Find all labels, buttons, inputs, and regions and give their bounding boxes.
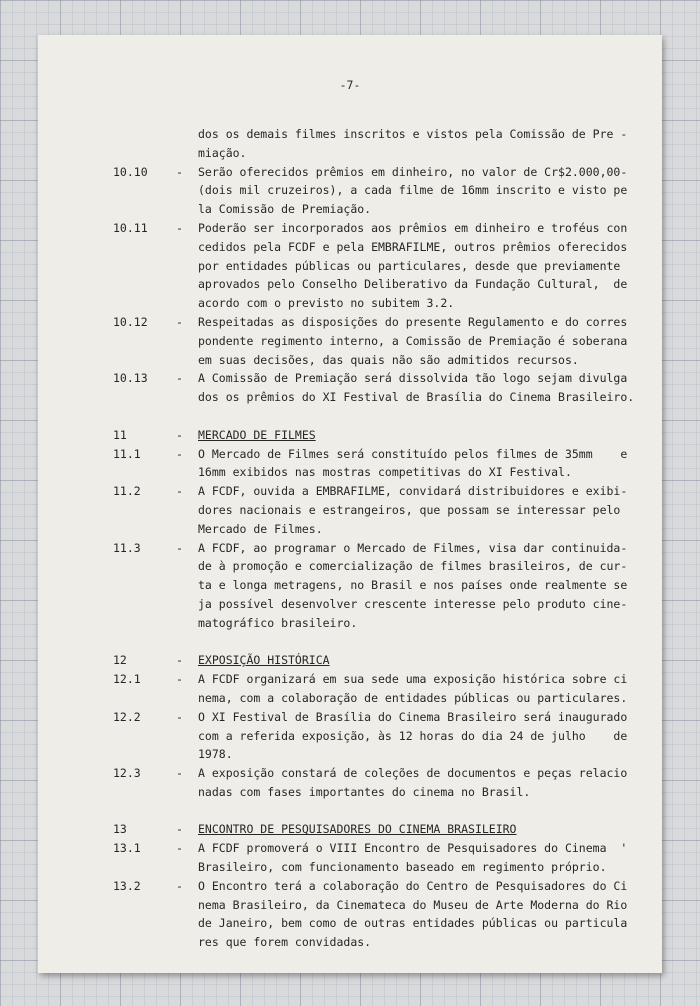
clause-dash: - xyxy=(176,371,183,386)
clause-item xyxy=(113,313,653,369)
clause-item xyxy=(113,539,653,633)
text-line: acordo com o previsto no subitem 3.2. xyxy=(198,296,455,311)
text-line: cedidos pela FCDF e pela EMBRAFILME, outros prêmios oferecidos xyxy=(198,239,628,254)
text-line: miação. xyxy=(198,145,247,160)
text-line: nema Brasileiro, da Cinemateca do Museu de Arte Moderna do Rio xyxy=(198,897,628,912)
text-line: de à promoção e comercialização de filmes brasileiros, de cur- xyxy=(198,559,628,574)
clause-number: 10.11 xyxy=(113,220,148,235)
text-line: ja possível desenvolver crescente interesse pelo produto cine- xyxy=(198,596,628,611)
heading-title: MERCADO DE FILMES xyxy=(198,427,316,442)
text-line: 16mm exibidos nas mostras competitivas do XI Festival. xyxy=(198,465,572,480)
clause-number: 11.3 xyxy=(113,540,141,555)
clause-dash: - xyxy=(176,672,183,687)
heading-title: ENCONTRO DE PESQUISADORES DO CINEMA BRASILEIRO xyxy=(198,822,517,837)
clause-item xyxy=(113,877,653,952)
clause-item xyxy=(113,482,653,538)
section-heading xyxy=(113,820,653,839)
clause-dash: - xyxy=(176,314,183,329)
clause-dash: - xyxy=(176,484,183,499)
heading-title: EXPOSIÇÃO HISTÓRICA xyxy=(198,653,330,668)
clause-number: 10.12 xyxy=(113,314,148,329)
text-line: de Janeiro, bem como de outras entidades públicas ou particula xyxy=(198,916,628,931)
clause-number: 13.1 xyxy=(113,841,141,856)
clause-text xyxy=(198,670,653,708)
clause-dash: - xyxy=(176,164,183,179)
text-line: em suas decisões, das quais não são admitidos recursos. xyxy=(198,352,579,367)
clause-item xyxy=(113,445,653,483)
text-line: la Comissão de Premiação. xyxy=(198,202,372,217)
text-line: Poderão ser incorporados aos prêmios em dinheiro e troféus con xyxy=(198,220,628,235)
text-line: O XI Festival de Brasília do Cinema Brasileiro será inaugurado xyxy=(198,709,628,724)
clause-number: 13 xyxy=(113,822,127,837)
clause-item xyxy=(113,670,653,708)
clause-number: 12 xyxy=(113,653,127,668)
text-line: Serão oferecidos prêmios em dinheiro, no valor de Cr$2.000,00- xyxy=(198,164,628,179)
section-gap xyxy=(113,802,653,821)
clause-number: 12.2 xyxy=(113,709,141,724)
clause-text xyxy=(198,651,653,670)
clause-number: 11.2 xyxy=(113,484,141,499)
document-body xyxy=(113,125,653,952)
clause-dash: - xyxy=(176,841,183,856)
clause-text xyxy=(198,125,653,163)
clause-item xyxy=(113,163,653,219)
section-heading xyxy=(113,651,653,670)
text-line: res que forem convidadas. xyxy=(198,935,372,950)
text-line: Mercado de Filmes. xyxy=(198,521,323,536)
clause-dash: - xyxy=(176,427,183,442)
clause-item xyxy=(113,839,653,877)
clause-text xyxy=(198,426,653,445)
text-line: matográfico brasileiro. xyxy=(198,615,358,630)
text-line: Brasileiro, com funcionamento baseado em regimento próprio. xyxy=(198,860,607,875)
text-line: A FCDF promoverá o VIII Encontro de Pesquisadores do Cinema ' xyxy=(198,841,628,856)
clause-text xyxy=(198,445,653,483)
clause-text xyxy=(198,482,653,538)
clause-text xyxy=(198,764,653,802)
clause-text xyxy=(198,219,653,313)
clause-text xyxy=(198,708,653,764)
section-heading xyxy=(113,426,653,445)
text-line: A FCDF, ao programar o Mercado de Filmes, visa dar continuida- xyxy=(198,540,628,555)
clause-dash: - xyxy=(176,653,183,668)
clause-item xyxy=(113,369,653,407)
clause-number: 12.1 xyxy=(113,672,141,687)
clause-dash: - xyxy=(176,766,183,781)
text-line: pondente regimento interno, a Comissão de Premiação é soberana xyxy=(198,333,628,348)
clause-text xyxy=(198,839,653,877)
text-line: A Comissão de Premiação será dissolvida tão logo sejam divulga xyxy=(198,371,628,386)
clause-dash: - xyxy=(176,540,183,555)
clause-text xyxy=(198,877,653,952)
clause-dash: - xyxy=(176,878,183,893)
clause-number: 10.10 xyxy=(113,164,148,179)
clause-text xyxy=(198,313,653,369)
text-line: nema, com a colaboração de entidades públicas ou particulares. xyxy=(198,690,628,705)
text-line: nadas com fases importantes do cinema no Brasil. xyxy=(198,784,531,799)
clause-text xyxy=(198,163,653,219)
clause-number: 12.3 xyxy=(113,766,141,781)
clause-number: 11.1 xyxy=(113,446,141,461)
clause-dash: - xyxy=(176,220,183,235)
text-line: A FCDF, ouvida a EMBRAFILME, convidará distribuidores e exibi- xyxy=(198,484,628,499)
text-line: A FCDF organizará em sua sede uma exposição histórica sobre ci xyxy=(198,672,628,687)
text-line: dores nacionais e estrangeiros, que possam se interessar pelo xyxy=(198,502,621,517)
text-line: dos os demais filmes inscritos e vistos pela Comissão de Pre - xyxy=(198,127,628,141)
clause-item xyxy=(113,764,653,802)
section-gap xyxy=(113,633,653,652)
clause-dash: - xyxy=(176,822,183,837)
text-line: (dois mil cruzeiros), a cada filme de 16mm inscrito e visto pe xyxy=(198,183,628,198)
clause-dash: - xyxy=(176,709,183,724)
clause-text xyxy=(198,369,653,407)
text-line: ta e longa metragens, no Brasil e nos países onde realmente se xyxy=(198,578,628,593)
text-line: O Encontro terá a colaboração do Centro de Pesquisadores do Ci xyxy=(198,878,628,893)
text-line: por entidades públicas ou particulares, desde que previamente xyxy=(198,258,621,273)
clause-text xyxy=(198,539,653,633)
text-line: 1978. xyxy=(198,747,233,762)
clause-item xyxy=(113,219,653,313)
clause-number: 10.13 xyxy=(113,371,148,386)
page-number: -7- xyxy=(339,78,361,92)
text-line: O Mercado de Filmes será constituído pelos filmes de 35mm e xyxy=(198,446,628,461)
document-page xyxy=(38,35,662,973)
clause-text xyxy=(198,820,653,839)
text-line: aprovados pelo Conselho Deliberativo da Fundação Cultural, de xyxy=(198,277,628,292)
clause-number: 13.2 xyxy=(113,878,141,893)
clause-dash: - xyxy=(176,446,183,461)
text-line: Respeitadas as disposições do presente Regulamento e do corres xyxy=(198,314,628,329)
text-line: dos os prêmios do XI Festival de Brasília do Cinema Brasileiro. xyxy=(198,390,635,405)
clause-number: 11 xyxy=(113,427,127,442)
clause-item xyxy=(113,708,653,764)
continued-paragraph xyxy=(198,125,653,163)
text-line: A exposição constará de coleções de documentos e peças relacio xyxy=(198,766,628,781)
text-line: com a referida exposição, às 12 horas do dia 24 de julho de xyxy=(198,728,628,743)
section-gap xyxy=(113,407,653,426)
